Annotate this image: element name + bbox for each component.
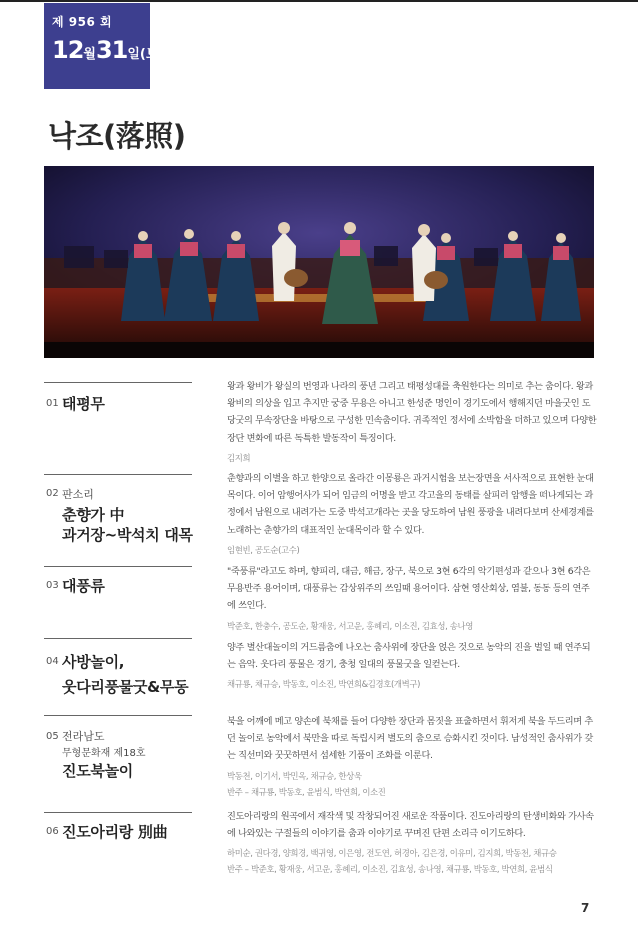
program-06 xyxy=(44,812,192,883)
stage-photo xyxy=(44,166,594,358)
day-unit: 일(토) xyxy=(127,47,165,62)
program-number: 05 xyxy=(46,731,59,742)
program-number: 01 xyxy=(46,398,59,409)
description-text: "죽풍류"라고도 하며, 향피리, 대금, 해금, 장구, 북으로 3현 6각의 악기편성과 같으나 3현 6각은 무용반주 용어이며, 대풍류는 감상위주의 쓰임때 용어이다. 삼현 영산회상, 염불, 동동 등의 연주에 쓰인다. xyxy=(227,566,591,612)
program-title-line-2: 과거장~박석치 대목 xyxy=(62,526,193,544)
program-number: 03 xyxy=(46,580,59,591)
program-04 xyxy=(44,638,192,709)
cast-list: 채규룡, 채규승, 박동호, 이소진, 박연희&김경호(개벽구) xyxy=(227,679,421,690)
description-text: 진도아리랑의 원곡에서 재작색 및 작창되어진 새로운 작품이다. 진도아리랑의 탄생비화와 가사속에 나와있는 구절들의 이야기를 춤과 이야기로 꾸며진 단편 소리극 이기도하다. xyxy=(227,811,594,840)
accompaniment-list: 반주 – 박준호, 황재웅, 서고운, 홍혜리, 이소진, 김효성, 송나영, 채규룡, 박동호, 박연희, 윤범식 xyxy=(227,864,553,875)
program-designation: 무형문화재 제18호 xyxy=(62,748,146,759)
program-title-line-1: 춘향가 中 xyxy=(62,506,125,524)
description-text: 춘향과의 이별을 하고 한양으로 올라간 이몽룡은 과거시험을 보는장면을 서사적으로 표현한 눈대목이다. 이어 암행어사가 되어 임금의 어명을 받고 각고을의 동태를 살피러 암행을 떠나게되는 과정에서 남원으로 내려가는 도중 박석고개라는 곳을 당도하여 남원 풍광을 내려다보며 산세경계를 노래하는 춘향가의 대표적인 눈대목이라 할 수 있다. xyxy=(227,473,594,536)
program-05-description xyxy=(227,713,597,800)
episode-badge xyxy=(44,3,165,89)
program-number: 04 xyxy=(46,656,59,667)
program-number: 06 xyxy=(46,826,59,837)
program-title: 진도북놀이 xyxy=(62,762,133,780)
program-03 xyxy=(44,566,192,627)
description-text: 양주 별산대놀이의 거드름춤에 나오는 춤사위에 장단을 얹은 것으로 농악의 진을 벌일 때 연주되는 음악. 웃다리 풍물은 경기, 충청 일대의 풍물굿을 일컫는다. xyxy=(227,642,591,671)
date-day: 31 xyxy=(95,36,128,64)
cast-list: 박준호, 한충수, 공도순, 황재웅, 서고운, 홍혜리, 이소진, 김효성, 송나영 xyxy=(227,620,473,631)
program-title: 태평무 xyxy=(62,395,105,413)
accompaniment-list: 반주 – 채규룡, 박동호, 윤범식, 박연희, 이소진 xyxy=(227,786,386,797)
program-title-line-1: 사방놀이, xyxy=(62,653,125,671)
program-02 xyxy=(44,474,192,555)
page-title: 낙조(落照) xyxy=(48,119,186,153)
date-month: 12 xyxy=(52,36,84,64)
stage-photo-illustration xyxy=(44,166,594,358)
program-03-description xyxy=(227,563,597,634)
program-genre: 전라남도 xyxy=(62,730,105,743)
cast-list: 하미순, 권다경, 양희경, 백귀영, 이은영, 전도연, 허경아, 김은경, 이유미, 김지희, 박동천, 채규승 xyxy=(227,848,557,859)
top-rule xyxy=(0,0,638,2)
program-06-description xyxy=(227,808,597,877)
program-title: 대풍류 xyxy=(62,577,105,595)
program-genre: 판소리 xyxy=(62,488,94,501)
program-01 xyxy=(44,382,192,463)
program-05 xyxy=(44,715,192,796)
cast-list: 임현빈, 공도순(고수) xyxy=(227,544,300,555)
program-01-description xyxy=(227,378,597,466)
program-title: 진도아리랑 別曲 xyxy=(62,823,168,841)
cast-list: 박동천, 이기서, 박민옥, 채규승, 한상욱 xyxy=(227,770,362,781)
cast-list: 김지희 xyxy=(227,452,251,463)
month-unit: 월 xyxy=(83,47,96,62)
program-title-line-2: 웃다리풍물굿&무동 xyxy=(62,678,189,696)
description-text: 왕과 왕비가 왕실의 번영과 나라의 풍년 그리고 태평성대를 축원한다는 의미로 추는 춤이다. 왕과 왕비의 의상을 입고 추지만 궁중 무용은 아니고 한성준 명인이 경기도에서 행해지던 마을굿인 도당굿의 무속장단을 바탕으로 구성한 민속춤이다. 귀족적인 정서에 소박함을 더하고 있으며 다양한 장단 변화에 따른 독특한 발동작이 특징이다. xyxy=(227,381,597,444)
episode-number: 제 956 회 xyxy=(52,15,113,29)
program-04-description xyxy=(227,639,597,692)
program-number: 02 xyxy=(46,488,59,499)
performance-date xyxy=(52,36,164,64)
page-number: 7 xyxy=(581,901,590,915)
description-text: 북을 어깨에 메고 양손에 북채를 들어 다양한 장단과 몸짓을 표출하면서 휘저게 북을 두드리며 추던 놀이로 농악에서 북만을 따로 독립시켜 별도의 춤으로 승화시킨 것이다. 남성적인 춤사위가 갖는 직선미와 꿋꿋하면서 섬세한 기품이 조화를 이룬다. xyxy=(227,716,593,762)
program-02-description xyxy=(227,470,597,558)
